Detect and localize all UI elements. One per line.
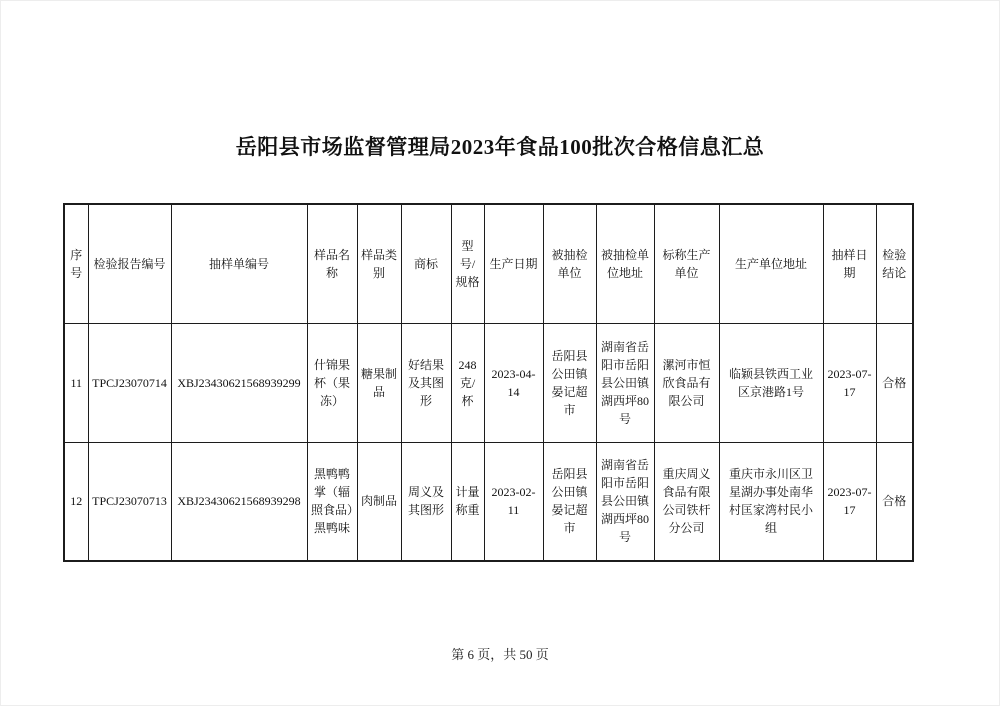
table-cell: 岳阳县公田镇晏记超市 bbox=[543, 442, 596, 561]
table-cell: 计量称重 bbox=[451, 442, 484, 561]
table-cell: 什锦果杯（果冻） bbox=[307, 323, 357, 442]
header-cell-4: 样品类别 bbox=[357, 204, 401, 323]
table-cell: 肉制品 bbox=[357, 442, 401, 561]
table-cell: 11 bbox=[64, 323, 88, 442]
table-cell: 周义及其图形 bbox=[401, 442, 451, 561]
table-cell: TPCJ23070714 bbox=[88, 323, 171, 442]
table-cell: 合格 bbox=[876, 323, 913, 442]
table-cell: 糖果制品 bbox=[357, 323, 401, 442]
table-cell: XBJ23430621568939299 bbox=[171, 323, 307, 442]
table-body bbox=[64, 323, 913, 561]
header-cell-6: 型号/规格 bbox=[451, 204, 484, 323]
table-cell: 漯河市恒欣食品有限公司 bbox=[654, 323, 719, 442]
table-cell: 重庆周义食品有限公司铁杆分公司 bbox=[654, 442, 719, 561]
table-cell: 临颖县铁西工业区京港路1号 bbox=[719, 323, 823, 442]
table-row-12 bbox=[64, 442, 913, 561]
table-cell: 12 bbox=[64, 442, 88, 561]
table-row-11 bbox=[64, 323, 913, 442]
page-title: 岳阳县市场监督管理局2023年食品100批次合格信息汇总 bbox=[235, 135, 765, 159]
table-cell: 合格 bbox=[876, 442, 913, 561]
inspection-table bbox=[63, 203, 914, 562]
table-cell: 黑鸭鸭掌（辐照食品）黑鸭味 bbox=[307, 442, 357, 561]
table-cell: 2023-02-11 bbox=[484, 442, 543, 561]
header-cell-8: 被抽检单位 bbox=[543, 204, 596, 323]
table-cell: 岳阳县公田镇晏记超市 bbox=[543, 323, 596, 442]
table-header-row bbox=[64, 204, 913, 323]
header-cell-7: 生产日期 bbox=[484, 204, 543, 323]
table-cell: XBJ23430621568939298 bbox=[171, 442, 307, 561]
table-cell: 2023-07-17 bbox=[823, 442, 876, 561]
header-cell-5: 商标 bbox=[401, 204, 451, 323]
header-cell-9: 被抽检单位地址 bbox=[596, 204, 654, 323]
header-cell-13: 检验结论 bbox=[876, 204, 913, 323]
table-cell: 好结果及其图形 bbox=[401, 323, 451, 442]
header-cell-1: 检验报告编号 bbox=[88, 204, 171, 323]
header-cell-11: 生产单位地址 bbox=[719, 204, 823, 323]
header-cell-2: 抽样单编号 bbox=[171, 204, 307, 323]
table-cell: 248克/杯 bbox=[451, 323, 484, 442]
table-cell: 2023-07-17 bbox=[823, 323, 876, 442]
table-cell: 重庆市永川区卫星湖办事处南华村匡家湾村民小组 bbox=[719, 442, 823, 561]
header-cell-0: 序号 bbox=[64, 204, 88, 323]
table-cell: TPCJ23070713 bbox=[88, 442, 171, 561]
table-cell: 湖南省岳阳市岳阳县公田镇湖西坪80号 bbox=[596, 323, 654, 442]
header-cell-12: 抽样日期 bbox=[823, 204, 876, 323]
page-number: 第 6 页，共 50 页 bbox=[451, 647, 549, 662]
table-cell: 湖南省岳阳市岳阳县公田镇湖西坪80号 bbox=[596, 442, 654, 561]
table-cell: 2023-04-14 bbox=[484, 323, 543, 442]
header-cell-10: 标称生产单位 bbox=[654, 204, 719, 323]
header-cell-3: 样品名称 bbox=[307, 204, 357, 323]
